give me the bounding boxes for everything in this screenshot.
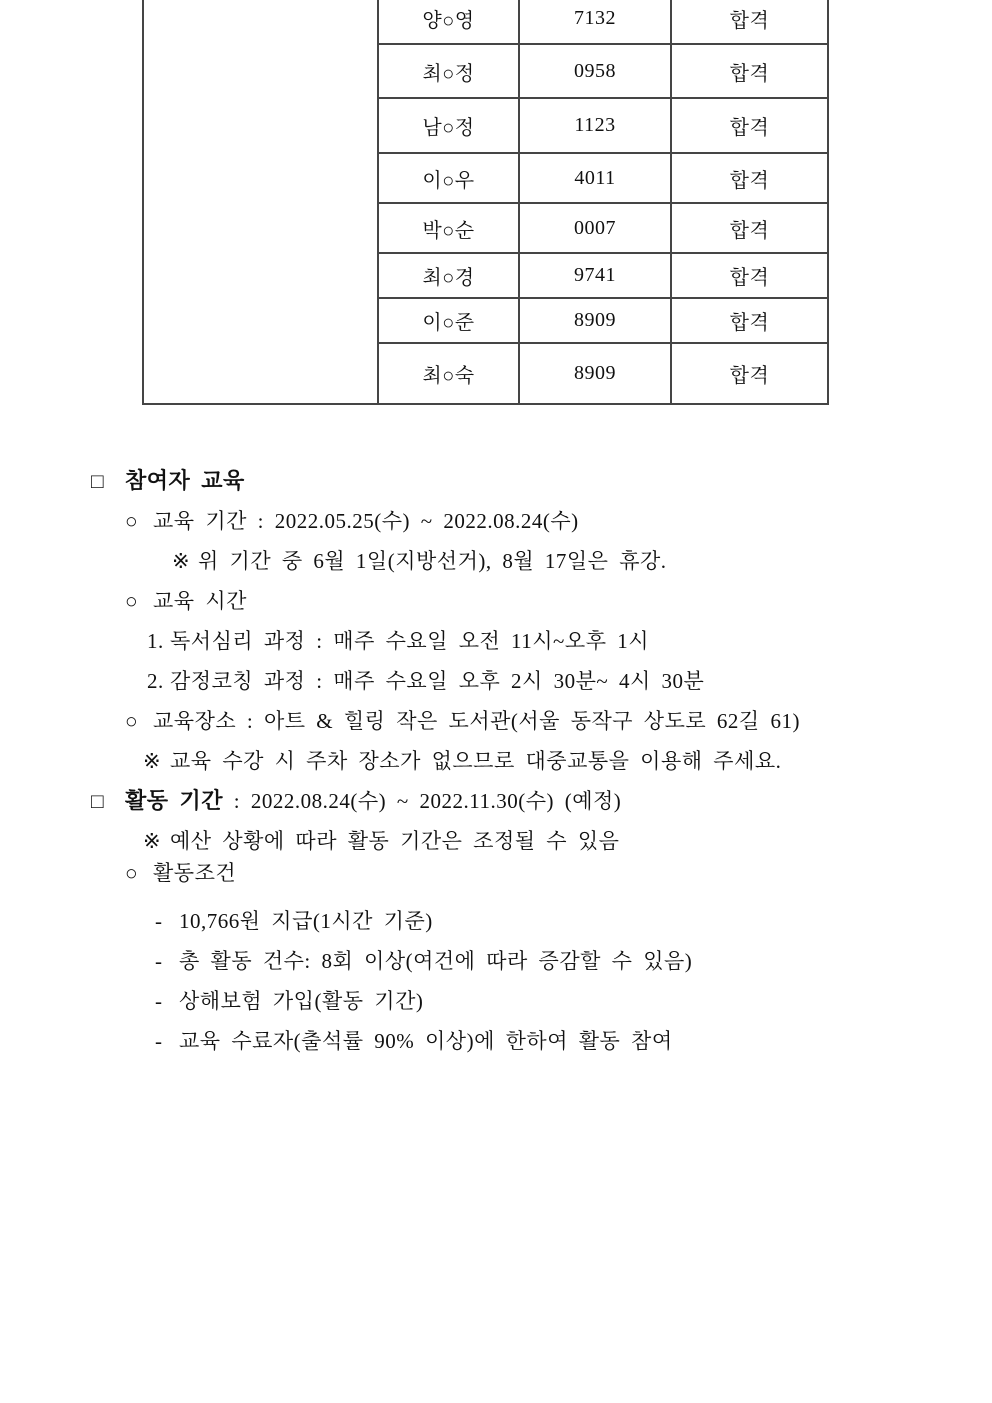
table-cell-name: 최○경 [378,253,519,298]
line-text: 총 활동 건수: 8회 이상(여건에 따라 증감할 수 있음) [179,949,693,973]
line-text: 위 기간 중 6월 1일(지방선거), 8월 17일은 휴강. [198,549,667,573]
table-cell-number: 8909 [519,298,671,343]
document-line [0,661,992,701]
table-cell-result: 합격 [671,44,828,98]
line-text: 감정코칭 과정 : 매주 수요일 오후 2시 30분~ 4시 30분 [170,669,705,693]
line-text-bold: 활동 기간 [125,788,224,813]
table-cell-result: 합격 [671,298,828,343]
line-text: 독서심리 과정 : 매주 수요일 오전 11시~오후 1시 [170,629,650,653]
document-line [0,461,992,501]
table-cell-number: 9741 [519,253,671,298]
list-marker: ※ [172,549,191,573]
document-line [0,1021,992,1061]
line-text: 교육장소 : 아트 & 힐링 작은 도서관(서울 동작구 상도로 62길 61) [153,709,800,733]
list-marker: □ [91,789,105,813]
participant-table-body [143,0,828,404]
list-marker: - [155,1029,163,1053]
table-cell-number: 0958 [519,44,671,98]
document-line [0,781,992,821]
line-text-bold: 참여자 교육 [125,468,245,493]
document-line [0,541,992,581]
document-line [0,901,992,941]
document-line [0,621,992,661]
table-cell-number: 1123 [519,98,671,153]
list-marker: ※ [143,749,162,773]
list-marker: ○ [125,509,139,533]
table-cell-result: 합격 [671,203,828,253]
list-marker: - [155,949,163,973]
table-cell-result: 합격 [671,253,828,298]
line-text: 10,766원 지급(1시간 기준) [179,909,433,933]
line-text: 상해보험 가입(활동 기간) [179,989,424,1013]
table-empty-merged-cell [143,0,378,404]
line-text: : 2022.08.24(수) ~ 2022.11.30(수) (예정) [223,789,622,813]
list-marker: ○ [125,589,139,613]
table-cell-name: 최○정 [378,44,519,98]
table-cell-number: 7132 [519,0,671,44]
table-cell-result: 합격 [671,98,828,153]
participant-result-table [142,0,829,405]
document-line [0,981,992,1021]
table-cell-number: 0007 [519,203,671,253]
table-row [143,0,828,44]
document-body [0,461,992,1061]
table-cell-name: 최○숙 [378,343,519,404]
table-cell-number: 4011 [519,153,671,203]
table-cell-result: 합격 [671,0,828,44]
table-cell-name: 남○정 [378,98,519,153]
table-cell-name: 박○순 [378,203,519,253]
list-marker: - [155,989,163,1013]
table-cell-name: 이○우 [378,153,519,203]
table-cell-result: 합격 [671,343,828,404]
document-line [0,941,992,981]
line-text: 활동조건 [153,861,237,885]
document-line [0,501,992,541]
list-marker: 1. [147,629,164,653]
line-text: 교육 수강 시 주차 장소가 없으므로 대중교통을 이용해 주세요. [170,749,782,773]
list-marker: 2. [147,669,164,693]
line-text: 예산 상황에 따라 활동 기간은 조정될 수 있음 [170,829,620,853]
table-cell-name: 이○준 [378,298,519,343]
line-text: 교육 기간 : 2022.05.25(수) ~ 2022.08.24(수) [153,509,579,533]
list-marker: - [155,909,163,933]
list-marker: ○ [125,709,139,733]
list-marker: □ [91,469,105,493]
document-line [0,581,992,621]
line-text: 교육 시간 [153,589,247,613]
table-cell-name: 양○영 [378,0,519,44]
list-marker: ※ [143,829,162,853]
list-marker: ○ [125,861,139,885]
table-cell-result: 합격 [671,153,828,203]
document-line [0,701,992,741]
participant-table-container [142,0,829,405]
document-line [0,741,992,781]
table-cell-number: 8909 [519,343,671,404]
line-text: 교육 수료자(출석률 90% 이상)에 한하여 활동 참여 [179,1029,673,1053]
